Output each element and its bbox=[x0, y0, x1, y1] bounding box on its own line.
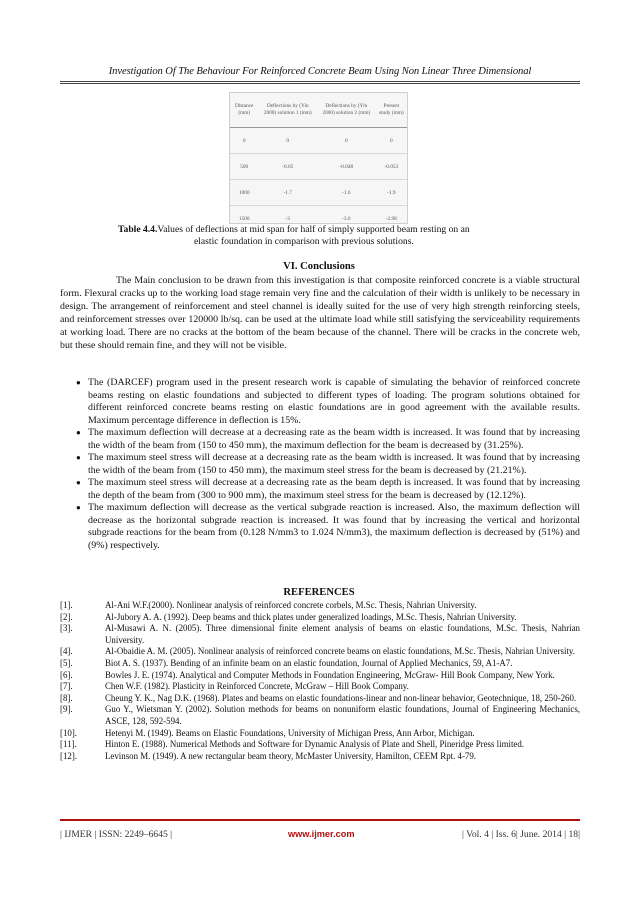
table-header-cell: Present study (mm) bbox=[376, 93, 407, 128]
footer-issue-info: | Vol. 4 | Iss. 6| June. 2014 | 18| bbox=[462, 829, 580, 840]
reference-item bbox=[60, 739, 580, 751]
reference-number: [5]. bbox=[60, 657, 73, 668]
references-list bbox=[60, 600, 580, 762]
reference-number: [8]. bbox=[60, 692, 73, 703]
table-cell: 0 bbox=[345, 137, 348, 144]
table-cell: -0.05 bbox=[258, 154, 317, 180]
table-header-cell: Distance (mm) bbox=[230, 93, 258, 128]
reference-text: Chen W.F. (1982). Plasticity in Reinforced Concrete, McGraw – Hill Book Company. bbox=[105, 681, 409, 692]
conclusion-text: The Main conclusion to be drawn from this investigation is that composite reinforced concrete is a viable structural form. Flexural cracks up to the working load stage remain very fine and the calculation of their width is unlikely to be necessary in design. The arrangement of reinforcement and steel channel is ideally suited for the use of very high strength reinforcing steels, and reinforcement stresses over 120000 lb/sq. can be used at the ultimate load while still satisfying the serviceability requirements at working load. There are no cracks at the bottom of the beam because of the channel. There will be cracks in the concrete web, but these should remain fine, and they will not be visible. bbox=[60, 275, 580, 351]
bullet-icon: ● bbox=[76, 428, 81, 437]
reference-text: Al-Obaidie A. M. (2005). Nonlinear analysis of reinforced concrete beams on elastic foundations, M.Sc. Thesis, Nahrian University. bbox=[105, 646, 576, 657]
reference-text: Bowles J. E. (1974). Analytical and Computer Methods in Foundation Engineering, McGraw- Hill Book Company, New York. bbox=[105, 669, 555, 680]
reference-number: [1]. bbox=[60, 600, 73, 610]
reference-text: Hinton E. (1988). Numerical Methods and Software for Dynamic Analysis of Plate and Shell, Pineridge Press limited. bbox=[105, 739, 525, 750]
reference-number: [3]. bbox=[60, 623, 73, 634]
table-header-row bbox=[230, 93, 407, 128]
header-rule bbox=[60, 81, 580, 82]
table-cell: -3.6 bbox=[317, 206, 376, 232]
reference-number: [9]. bbox=[60, 704, 73, 715]
reference-text: Al-Musawi A. N. (2005). Three dimensional finite element analysis of beams on elastic foundations, M.Sc. Thesis, Nahrian University. bbox=[105, 623, 580, 645]
table-cell: 0 bbox=[242, 137, 246, 144]
table-cell: -1.6 bbox=[317, 180, 376, 206]
reference-item bbox=[60, 658, 580, 670]
reference-text: Hetenyi M. (1949). Beams on Elastic Foundations, University of Michigan Press, Ann Arbor, Michigan. bbox=[105, 727, 475, 738]
section-heading: VI. Conclusions bbox=[283, 261, 355, 272]
conclusion-bullets bbox=[76, 377, 580, 552]
table-cell: -1.9 bbox=[376, 180, 407, 206]
table-header-cell: Deflections by (Yin 2000) solution 1 (mm) bbox=[258, 93, 317, 128]
reference-number: [6]. bbox=[60, 669, 73, 680]
caption-text: Values of deflections at mid span for half of simply supported beam resting on an bbox=[157, 224, 470, 235]
reference-number: [2]. bbox=[60, 611, 73, 622]
footer-journal-info: | IJMER | ISSN: 2249–6645 | bbox=[60, 829, 173, 840]
bullet-icon: ● bbox=[76, 378, 81, 387]
table-cell: 0 bbox=[286, 137, 290, 144]
table-cell: 1000 bbox=[230, 180, 258, 206]
table-row bbox=[230, 128, 407, 154]
reference-text: Al-Jubory A. A. (1992). Deep beams and thick plates under generalized loadings, M.Sc. Thesis, Nahrian University. bbox=[105, 611, 517, 622]
reference-text: Cheung Y. K., Nag D.K. (1968). Plates and beams on elastic foundations-linear and non-linear behavior, Geotechnique, 18, 250-260. bbox=[105, 692, 577, 703]
reference-number: [12]. bbox=[60, 750, 78, 761]
reference-item bbox=[60, 623, 580, 646]
reference-item bbox=[60, 728, 580, 740]
table-row bbox=[230, 180, 407, 206]
bullet-icon: ● bbox=[76, 478, 81, 487]
footer-rule bbox=[60, 819, 580, 821]
reference-item bbox=[60, 704, 580, 727]
caption-text-line2: elastic foundation in comparison with previous solutions. bbox=[194, 236, 414, 247]
running-header: Investigation Of The Behaviour For Reinforced Concrete Beam Using Non Linear Three Dimensional bbox=[108, 66, 532, 77]
reference-number: [4]. bbox=[60, 646, 73, 657]
table-cell: -3 bbox=[258, 206, 317, 232]
reference-item bbox=[60, 670, 580, 682]
table-header-cell: Deflections by (Yin 2000) solution 2 (mm) bbox=[317, 93, 376, 128]
bullet-icon: ● bbox=[76, 503, 81, 512]
table-cell: 500 bbox=[230, 154, 258, 180]
reference-item bbox=[60, 751, 580, 763]
bullet-item: ● The maximum steel stress will decrease at a decreasing rate as the beam depth is increased. It was found that by increasing the depth of the beam from (300 to 900 mm), the maximum steel stress for the beam is decreased by (12.12%). bbox=[76, 477, 580, 501]
table-caption bbox=[118, 224, 518, 248]
conclusion-paragraph bbox=[60, 275, 580, 352]
reference-text: Guo Y., Wietsman Y. (2002). Solution methods for beams on nonuniform elastic foundations, Journal of Engineering Mechanics, ASCE, 128, 592-594. bbox=[105, 704, 580, 726]
reference-item bbox=[60, 612, 580, 624]
header-rule-secondary bbox=[60, 83, 580, 84]
deflection-table bbox=[229, 92, 408, 224]
bullet-item: ● The (DARCEF) program used in the present research work is capable of simulating the behavior of reinforced concrete beams resting on elastic foundations and subjected to different types of loading. The program solutions obtained for different reinforced concrete beams resting on elastic foundations are in good agreement with the available results. Maximum percentage difference in deflection is 15%. bbox=[76, 377, 580, 426]
reference-item bbox=[60, 693, 580, 705]
table-cell: -1.7 bbox=[258, 180, 317, 206]
references-heading: REFERENCES bbox=[283, 587, 355, 598]
reference-text: Biot A. S. (1937). Bending of an infinite beam on an elastic foundation, Journal of Applied Mechanics, 59, A1-A7. bbox=[105, 657, 513, 668]
bullet-item: ● The maximum deflection will decrease at a decreasing rate as the beam width is increased. It was found that by increasing the width of the beam from (150 to 450 mm), the maximum deflection for the beam is decreased by (31.25%). bbox=[76, 427, 580, 451]
table-cell: -0.053 bbox=[376, 154, 407, 180]
reference-text: Al-Ani W.F.(2000). Nonlinear analysis of reinforced concrete corbels, M.Sc. Thesis, Nahrian University. bbox=[105, 600, 477, 610]
reference-number: [11]. bbox=[60, 739, 77, 750]
reference-number: [7]. bbox=[60, 681, 73, 692]
table-row bbox=[230, 154, 407, 180]
footer-website-link[interactable]: www.ijmer.com bbox=[288, 829, 355, 839]
reference-number: [10]. bbox=[60, 727, 78, 738]
reference-item bbox=[60, 600, 580, 612]
table-cell: 1500 bbox=[230, 206, 258, 232]
reference-item bbox=[60, 681, 580, 693]
reference-item bbox=[60, 646, 580, 658]
table-cell: -2.98 bbox=[376, 206, 407, 232]
table-cell: -0.048 bbox=[317, 154, 376, 180]
table-cell: 0 bbox=[389, 137, 393, 144]
caption-label: Table 4.4. bbox=[118, 224, 158, 235]
bullet-icon: ● bbox=[76, 453, 81, 462]
bullet-item: ● The maximum steel stress will decrease at a decreasing rate as the beam width is increased. It was found that by increasing the width of the beam from (150 to 450 mm), the maximum steel stress for the beam is decreased by (21.21%). bbox=[76, 452, 580, 476]
bullet-item: ● The maximum deflection will decrease as the vertical subgrade reaction is increased. Also, the maximum deflection will decrease as the horizontal subgrade reaction is increased. It was found that by increasing the vertical and horizontal subgrade reactions for the beam from (0.128 N/mm3 to 1.024 N/mm3), the maximum deflection is decreased by (51%) and (9%) respectively. bbox=[76, 502, 580, 551]
reference-text: Levinson M. (1949). A new rectangular beam theory, McMaster University, Hamilton, CEEM Rpt. 4-79. bbox=[105, 750, 477, 761]
